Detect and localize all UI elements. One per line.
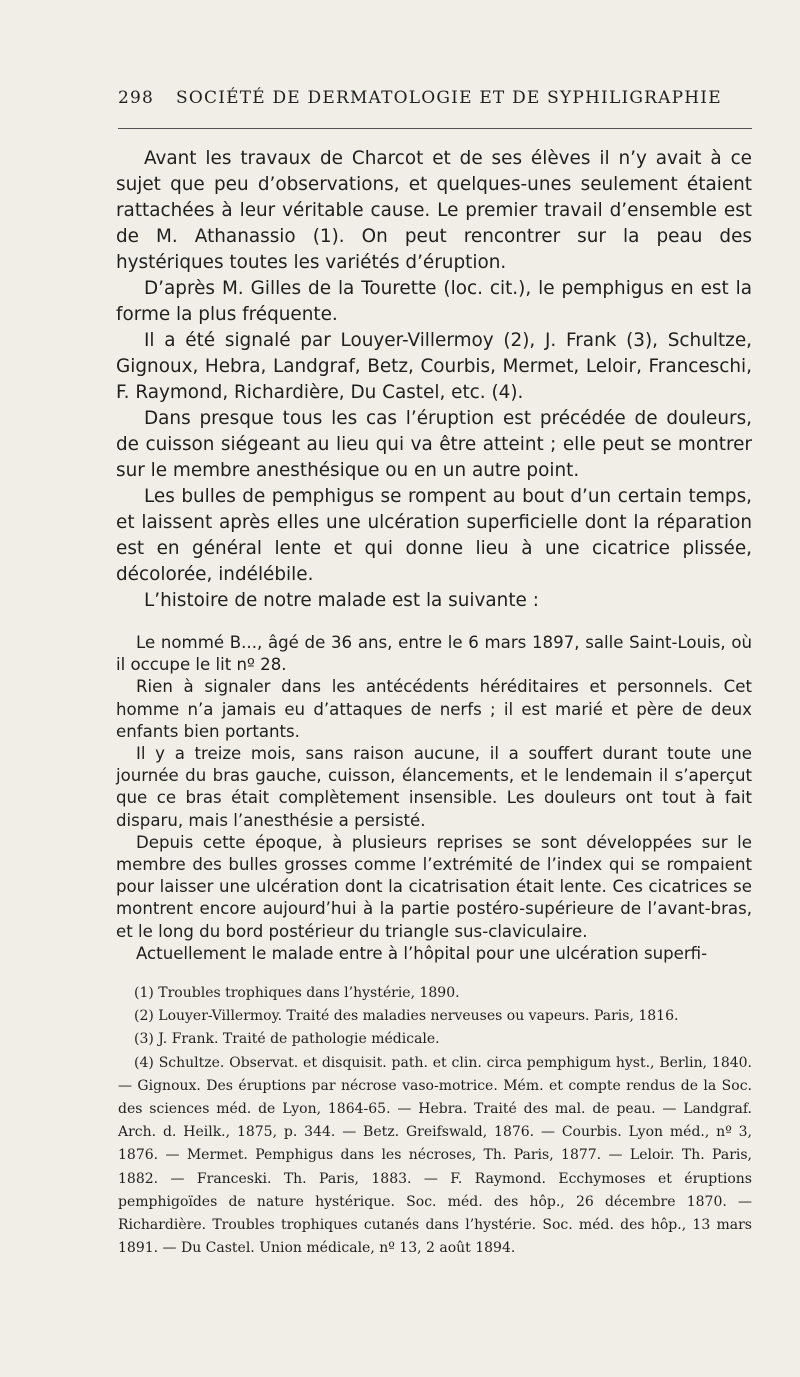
paragraph: Il a été signalé par Louyer-Villermoy (2), J. Frank (3), Schultze, Gignoux, Hebra, Landgraf, Betz, Courbis, Mermet, Leloir, Franceschi, F. Raymond, Richardière, Du Castel, etc. (4). (116, 330, 752, 403)
paragraph: Avant les travaux de Charcot et de ses élèves il n’y avait à ce sujet que peu d’observations, et quelques-unes seulement étaient rattachées à leur véritable cause. Le premier travail d’ensemble est de M. Athanassio (1). On peut rencontrer sur la peau des hystériques toutes les variétés d’éruption. (116, 148, 752, 273)
case-paragraph: Il y a treize mois, sans raison aucune, il a souffert durant toute une journée du bras gauche, cuisson, élancements, et le lendemain il s’aperçut que ce bras était complètement insensible. Les douleurs ont tout à fait disparu, mais l’anesthésie a persisté. (116, 744, 752, 830)
paragraph: D’après M. Gilles de la Tourette (loc. cit.), le pemphigus en est la forme la plus fréquente. (116, 278, 752, 325)
paragraph: Dans presque tous les cas l’éruption est précédée de douleurs, de cuisson siégeant au lieu qui va être atteint ; elle peut se montrer sur le membre anesthésique ou en un autre point. (116, 408, 752, 481)
paragraph: L’histoire de notre malade est la suivante : (144, 590, 539, 611)
case-history (116, 632, 752, 965)
running-header (118, 88, 752, 108)
footnote: (3) J. Frank. Traité de pathologie médicale. (134, 1031, 440, 1048)
running-title: SOCIÉTÉ DE DERMATOLOGIE ET DE SYPHILIGRAPHIE (176, 88, 722, 108)
case-paragraph: Depuis cette époque, à plusieurs reprises se sont développées sur le membre des bulles grosses comme l’extrémité de l’index qui se rompaient pour laisser une ulcération dont la cicatrisation était lente. Ces cicatrices se montrent encore aujourd’hui à la partie postéro-supérieure de l’avant-bras, et le long du bord postérieur du triangle sus-claviculaire. (116, 832, 752, 941)
paragraph: Les bulles de pemphigus se rompent au bout d’un certain temps, et laissent après elles une ulcération superficielle dont la réparation est en général lente et qui donne lieu à une cicatrice plissée, décolorée, indélébile. (116, 486, 752, 585)
case-paragraph: Le nommé B..., âgé de 36 ans, entre le 6 mars 1897, salle Saint-Louis, où il occupe le lit nº 28. (116, 633, 752, 675)
header-rule (118, 128, 752, 129)
main-text (116, 146, 752, 614)
case-paragraph: Actuellement le malade entre à l’hôpital pour une ulcération superfi- (136, 943, 708, 963)
footnote: (1) Troubles trophiques dans l’hystérie, 1890. (134, 985, 460, 1001)
body-text (116, 146, 752, 965)
footnotes (118, 982, 752, 1260)
case-paragraph: Rien à signaler dans les antécédents héréditaires et personnels. Cet homme n’a jamais eu d’attaques de nerfs ; il est marié et père de deux enfants bien portants. (116, 677, 752, 741)
page-number: 298 (118, 88, 155, 108)
footnote: (2) Louyer-Villermoy. Traité des maladies nerveuses ou vapeurs. Paris, 1816. (134, 1008, 679, 1025)
footnote: (4) Schultze. Observat. et disquisit. path. et clin. circa pemphigum hyst., Berlin, 1840. — Gignoux. Des éruptions par nécrose vaso-motrice. Mém. et compte rendus de la Soc. des sciences méd. de Lyon, 1864-65. — Hebra. Traité des mal. de peau. — Landgraf. Arch. d. Heilk., 1875, p. 344. — Betz. Greifswald, 1876. — Courbis. Lyon méd., nº 3, 1876. — Mermet. Pemphigus dans les nécroses, Th. Paris, 1877. — Leloir. Th. Paris, 1882. — Franceski. Th. Paris, 1883. — F. Raymond. Ecchymoses et éruptions pemphigoïdes de nature hystérique. Soc. méd. des hôp., 26 décembre 1870. — Richardière. Troubles trophiques cutanés dans l’hystérie. Soc. méd. des hôp., 13 mars 1891. — Du Castel. Union médicale, nº 13, 2 août 1894. (118, 1054, 752, 1257)
